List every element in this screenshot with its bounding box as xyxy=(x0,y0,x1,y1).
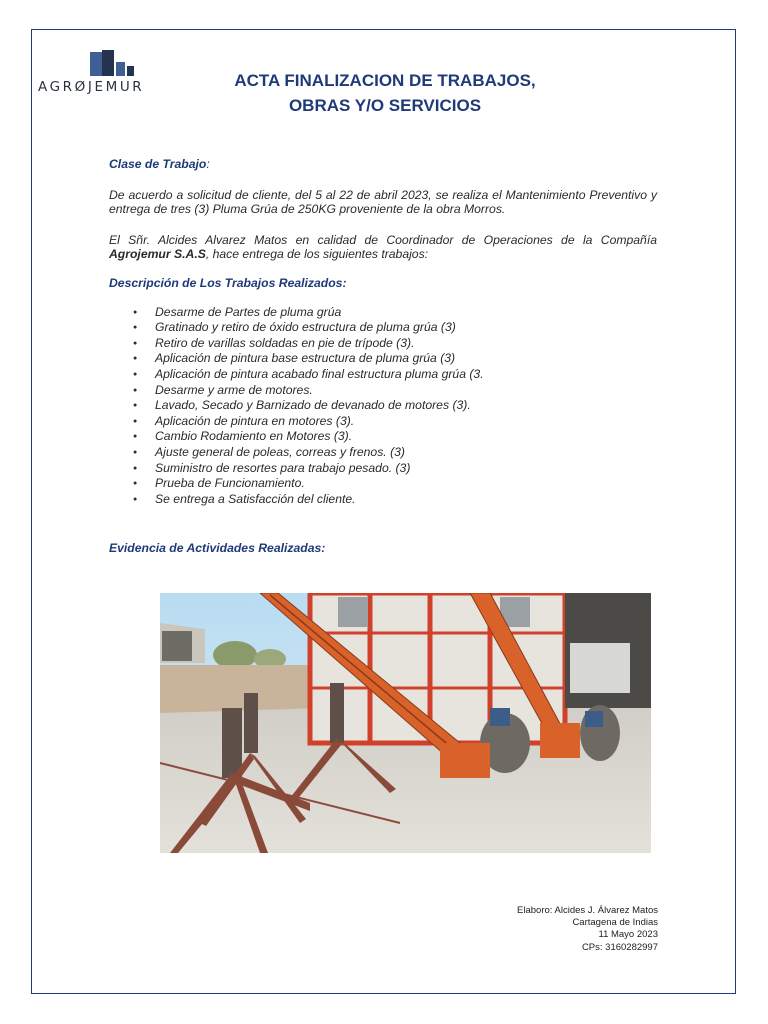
clase-heading: Clase de Trabajo: xyxy=(109,157,210,171)
description-heading: Descripción de Los Trabajos Realizados: xyxy=(109,275,347,290)
list-item: ● Prueba de Funcionamiento. xyxy=(109,476,657,492)
footer-date: 11 Mayo 2023 xyxy=(598,929,658,941)
list-item: ● Lavado, Secado y Barnizado de devanado de motores (3). xyxy=(109,398,657,414)
logo-bars-icon xyxy=(90,50,150,76)
list-item: ● Aplicación de pintura base estructura de pluma grúa (3) xyxy=(109,351,657,367)
list-item: ● Ajuste general de poleas, correas y frenos. (3) xyxy=(109,445,657,461)
task-list xyxy=(109,305,657,508)
list-item: ● Aplicación de pintura en motores (3). xyxy=(109,414,657,430)
footer-phone: CPs: 3160282997 xyxy=(581,941,658,953)
document-body xyxy=(109,157,657,556)
list-item: ● Se entrega a Satisfacción del cliente. xyxy=(109,492,657,508)
photo-scene xyxy=(160,593,651,853)
evidence-photo xyxy=(160,593,651,853)
company-logo xyxy=(38,50,194,98)
company-name: Agrojemur S.A.S xyxy=(109,247,206,262)
paragraph-delivery: El Sñr. Alcides Alvarez Matos en calidad de Coordinador de Operaciones de la Compañía Agrojemur S.A.S, hace entrega de los siguientes trabajos: xyxy=(109,232,657,262)
list-item: ● Suministro de resortes para trabajo pesado. (3) xyxy=(109,461,657,477)
list-item: ● Cambio Rodamiento en Motores (3). xyxy=(109,429,657,445)
evidence-heading: Evidencia de Actividades Realizadas: xyxy=(109,541,326,556)
list-item: ● Retiro de varillas soldadas en pie de trípode (3). xyxy=(109,336,657,352)
footer-elaboro: Elaboro: Alcides J. Álvarez Matos xyxy=(517,905,658,916)
document-title xyxy=(200,68,570,118)
list-item: ● Desarme y arme de motores. xyxy=(109,383,657,399)
list-item: ● Gratinado y retiro de óxido estructura de pluma grúa (3) xyxy=(109,320,657,336)
list-item: ● Aplicación de pintura acabado final estructura pluma grúa (3. xyxy=(109,367,657,383)
title-line-2: OBRAS Y/O SERVICIOS xyxy=(288,96,482,115)
footer-city: Cartagena de Indias xyxy=(572,917,658,929)
paragraph-request: De acuerdo a solicitud de cliente, del 5 al 22 de abril 2023, se realiza el Mantenimiento Preventivo y entrega de tres (3) Pluma Grúa de 250KG proveniente de la obra Morros. xyxy=(109,187,657,217)
title-line-1: ACTA FINALIZACION DE TRABAJOS, xyxy=(234,71,536,90)
logo-wordmark: AGRØJEMUR xyxy=(38,79,145,95)
list-item: ● Desarme de Partes de pluma grúa xyxy=(109,305,657,321)
document-footer xyxy=(420,905,658,954)
